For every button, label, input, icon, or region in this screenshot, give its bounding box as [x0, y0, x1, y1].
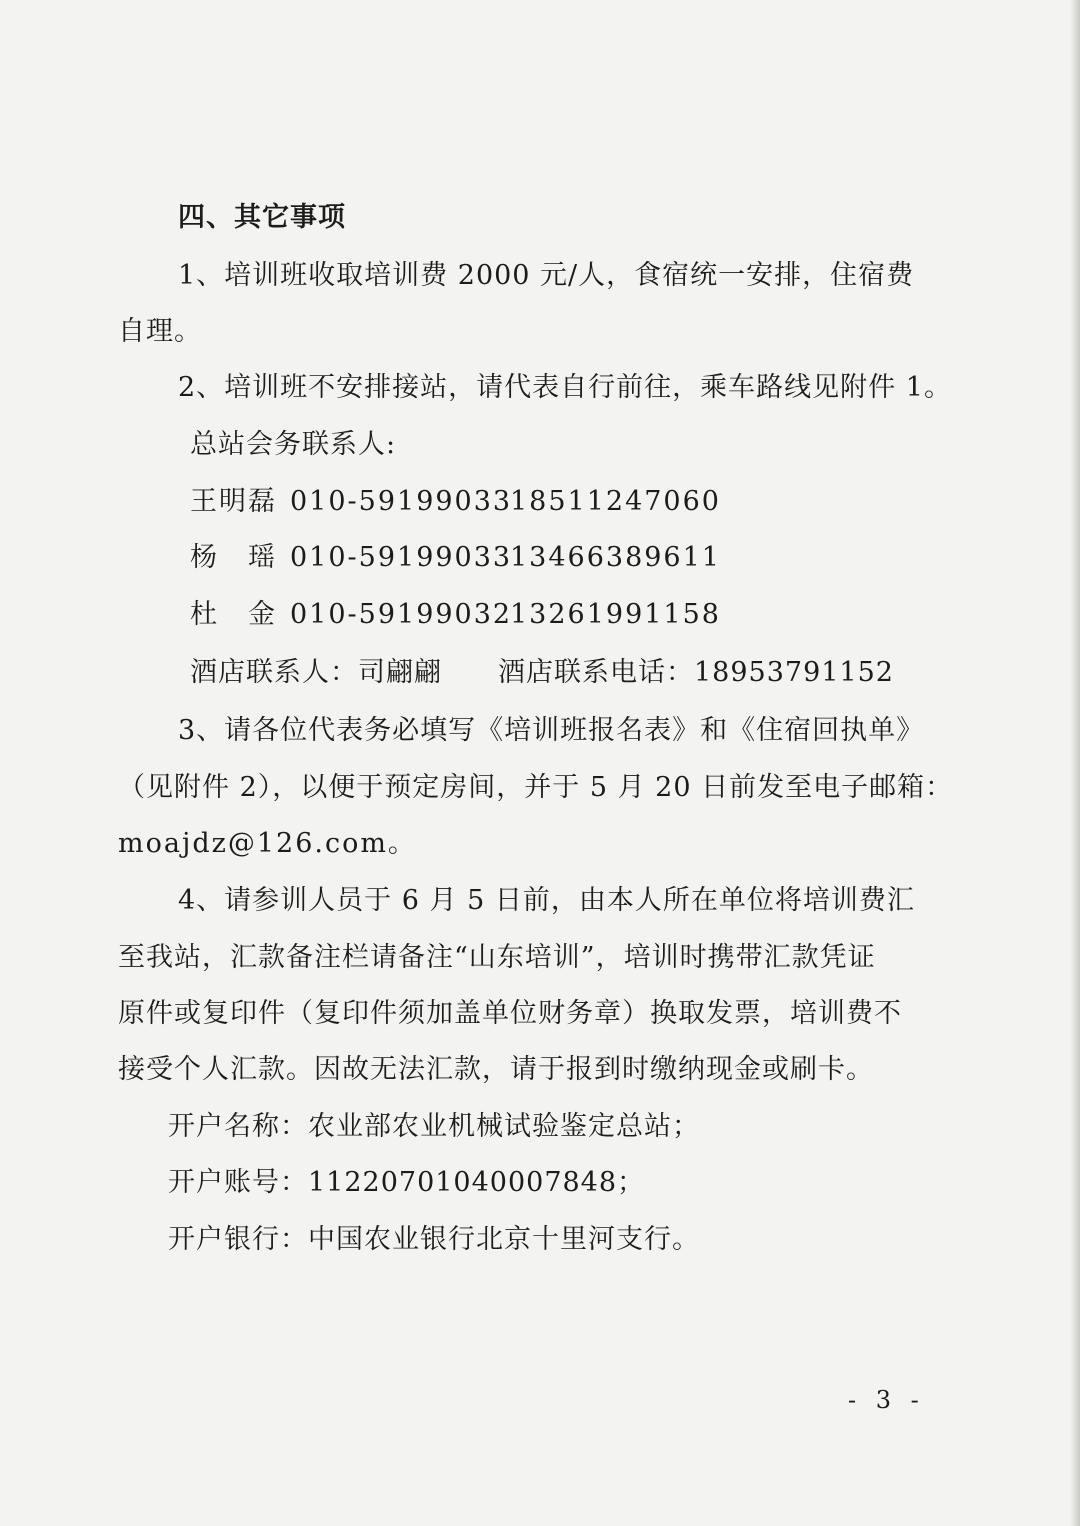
contact-name: 杜 金 — [190, 599, 277, 630]
item-4-line-2: 至我站，汇款备注栏请备注“山东培训”，培训时携带汇款凭证 — [118, 942, 876, 973]
contact-name: 杨 瑶 — [190, 542, 277, 573]
account-number: 开户账号：11220701040007848； — [168, 1167, 646, 1198]
contact-mobile: 18511247060 — [510, 486, 721, 517]
contact-row — [190, 540, 721, 576]
contact-tel: 010-59199033 — [290, 542, 513, 573]
item-1-line-2: 自理。 — [118, 316, 202, 347]
contact-name: 王明磊 — [190, 486, 277, 517]
contact-mobile: 13466389611 — [510, 542, 721, 573]
account-bank: 开户银行：中国农业银行北京十里河支行。 — [168, 1224, 700, 1255]
item-3-line-2: （见附件 2），以便于预定房间，并于 5 月 20 日前发至电子邮箱： — [118, 772, 954, 803]
section-heading: 四、其它事项 — [178, 202, 346, 233]
hotel-contact: 酒店联系人：司翩翩 酒店联系电话：18953791152 — [190, 657, 894, 688]
account-name: 开户名称：农业部农业机械试验鉴定总站； — [168, 1111, 700, 1142]
contact-mobile: 13261991158 — [510, 599, 721, 630]
contact-row — [190, 597, 721, 633]
scan-edge-shadow — [1070, 0, 1080, 1526]
page-number: - 3 - — [848, 1386, 925, 1414]
item-2: 2、培训班不安排接站，请代表自行前往，乘车路线见附件 1。 — [178, 372, 952, 403]
item-4-line-4: 接受个人汇款。因故无法汇款，请于报到时缴纳现金或刷卡。 — [118, 1054, 874, 1085]
contact-title: 总站会务联系人: — [190, 429, 397, 460]
item-1-line-1: 1、培训班收取培训费 2000 元/人，食宿统一安排，住宿费 — [178, 260, 915, 291]
item-4-line-1: 4、请参训人员于 6 月 5 日前，由本人所在单位将培训费汇 — [178, 885, 915, 916]
contact-row — [190, 484, 721, 520]
item-3-line-1: 3、请各位代表务必填写《培训班报名表》和《住宿回执单》 — [178, 715, 925, 746]
item-4-line-3: 原件或复印件（复印件须加盖单位财务章）换取发票，培训费不 — [118, 998, 902, 1029]
contact-tel: 010-59199033 — [290, 486, 513, 517]
contact-tel: 010-59199032 — [290, 599, 513, 630]
email-address: moajdz@126.com。 — [118, 828, 417, 859]
